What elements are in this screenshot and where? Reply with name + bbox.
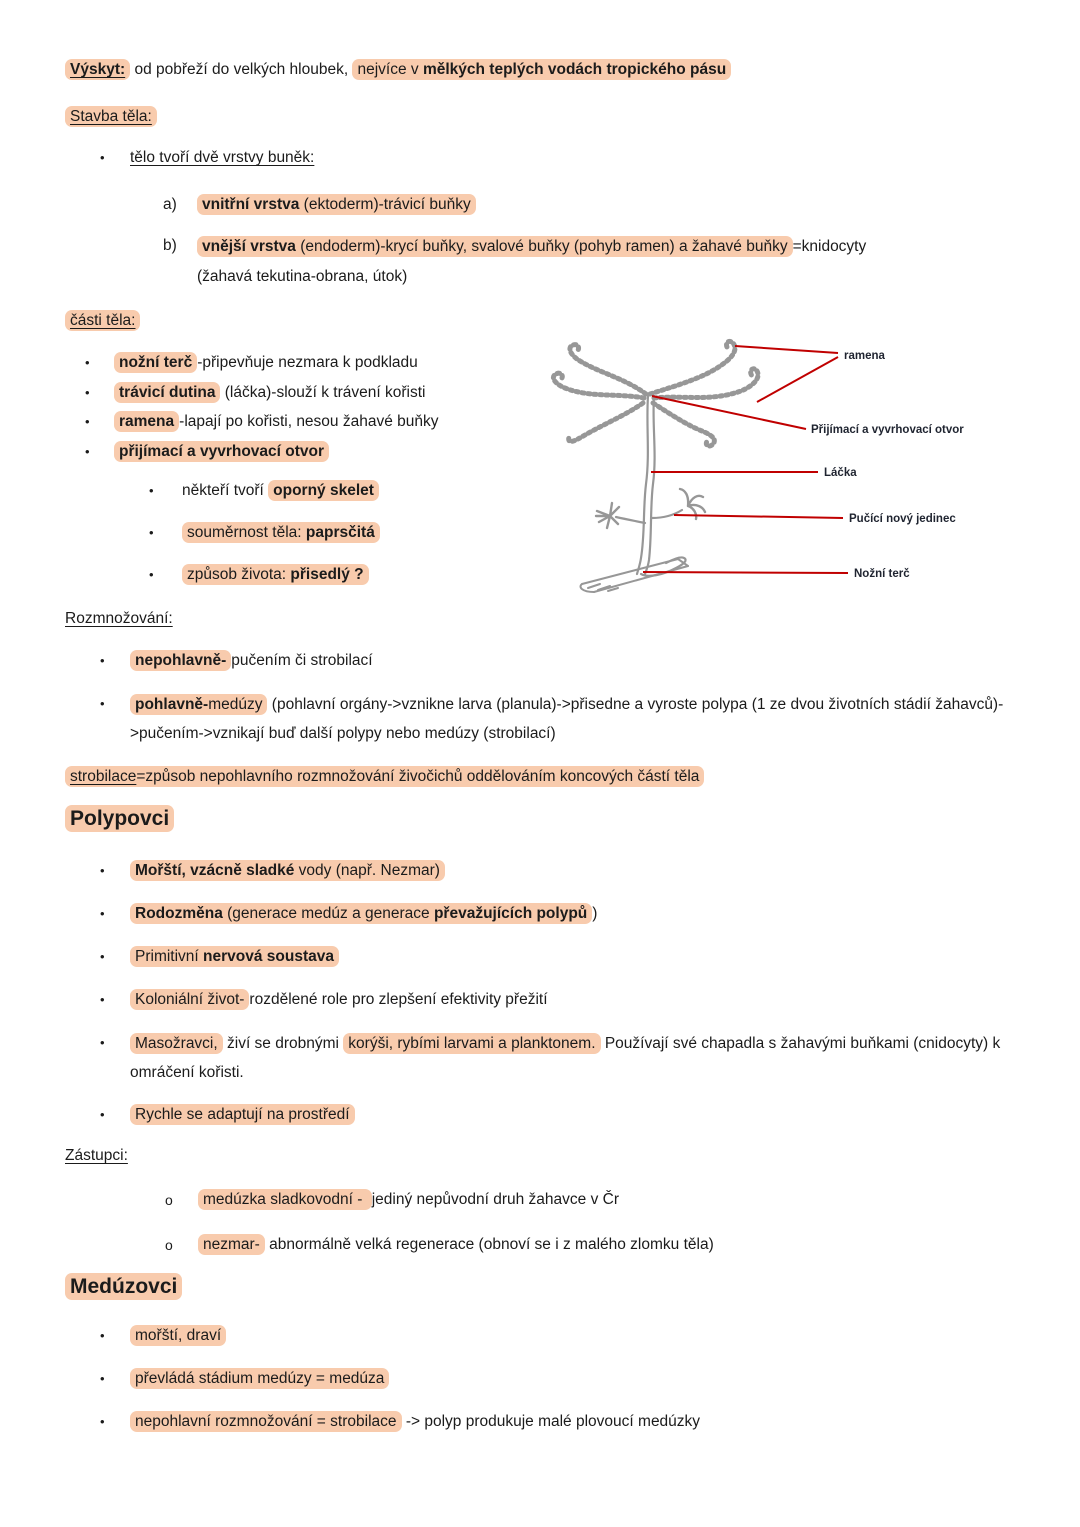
label-ramena: ramena bbox=[844, 350, 885, 362]
zastupci-i2-highlight: nezmar- bbox=[198, 1234, 265, 1255]
parts-sub1-plain: někteří tvoří bbox=[182, 482, 269, 499]
list-marker-b: b) bbox=[163, 237, 177, 254]
polypovci-i2-bold2: převažujících polypů bbox=[433, 905, 588, 922]
bullet-icon: • bbox=[100, 653, 105, 668]
occurrence-line bbox=[65, 56, 1020, 84]
bullet-icon: • bbox=[149, 483, 154, 498]
parts-item1-term: nožní terč bbox=[114, 352, 197, 373]
layer-item-b bbox=[65, 232, 980, 292]
bullet-icon: • bbox=[100, 150, 105, 165]
occurrence-highlight bbox=[352, 59, 731, 80]
bullet-icon: • bbox=[85, 355, 90, 370]
structure-intro-text: tělo tvoří dvě vrstvy buněk: bbox=[130, 149, 315, 166]
bullet-icon: • bbox=[100, 992, 105, 1007]
zastupci-item-meduzka bbox=[65, 1186, 1020, 1214]
polypovci-i5-rest: Používají své chapadla s žahavými buňkami (cnidocyty) k omráčení kořisti. bbox=[130, 1035, 1001, 1081]
polypovci-i1-highlight bbox=[130, 860, 445, 881]
bullet-icon: • bbox=[149, 567, 154, 582]
parts-item1-rest: -připevňuje nezmara k podkladu bbox=[197, 354, 418, 371]
layer-a-highlight bbox=[197, 194, 476, 215]
parts-item2-term: trávicí dutina bbox=[114, 382, 220, 403]
meduzovci-item-stage bbox=[65, 1365, 1020, 1393]
reproduction-item-sexual bbox=[65, 690, 1040, 748]
leader-lines bbox=[643, 346, 848, 573]
hydra-diagram bbox=[538, 332, 1000, 602]
leader-line-terc bbox=[643, 572, 848, 573]
zastupci-i1-rest: jediný nepůvodní druh žahavce v Čr bbox=[371, 1191, 619, 1208]
polypovci-i4-highlight: Koloniální život- bbox=[130, 989, 249, 1010]
reproduction-heading-line bbox=[65, 605, 1020, 633]
parts-item4-term: přijímací a vyvrhovací otvor bbox=[114, 441, 329, 462]
polypovci-i3-highlight bbox=[130, 946, 339, 967]
bullet-icon: • bbox=[100, 696, 105, 711]
strobilace-term: strobilace bbox=[70, 768, 137, 785]
parts-sub2-bold: paprsčitá bbox=[305, 524, 375, 541]
polypovci-heading: Polypovci bbox=[65, 805, 174, 832]
parts-item3-term: ramena bbox=[114, 411, 179, 432]
bullet-icon: • bbox=[85, 443, 90, 459]
polypovci-item-nervous-system bbox=[65, 943, 1020, 971]
polypovci-i6-highlight: Rychle se adaptují na prostředí bbox=[130, 1104, 355, 1125]
parts-sub2-highlight bbox=[182, 522, 380, 543]
leader-line-pucici bbox=[674, 515, 843, 518]
polypovci-i4-rest: rozdělené role pro zlepšení efektivity přežití bbox=[249, 991, 548, 1008]
bullet-icon: • bbox=[100, 1371, 105, 1386]
meduzovci-i3-highlight: nepohlavní rozmnožování = strobilace bbox=[130, 1411, 402, 1432]
label-pucici-jedinec: Pučící nový jedinec bbox=[849, 513, 956, 525]
structure-heading: Stavba těla: bbox=[65, 106, 157, 127]
bullet-icon: • bbox=[100, 863, 105, 878]
meduzovci-i2-highlight: převládá stádium medúzy = medúza bbox=[130, 1368, 389, 1389]
label-nozni-terc: Nožní terč bbox=[854, 568, 910, 580]
bullet-icon: • bbox=[100, 906, 105, 921]
occurrence-hl-plain: nejvíce v bbox=[357, 61, 423, 78]
polypovci-i2-highlight bbox=[130, 903, 592, 924]
zastupci-i1-highlight: medúzka sladkovodní - bbox=[198, 1189, 372, 1210]
leader-line-otvor bbox=[652, 396, 806, 429]
meduzovci-heading: Medúzovci bbox=[65, 1273, 182, 1300]
parts-heading-line bbox=[65, 307, 1020, 335]
strobilace-note bbox=[65, 763, 1020, 791]
leader-line-ramena-1 bbox=[735, 346, 838, 353]
polypovci-i5-mid: živí se drobnými bbox=[222, 1035, 344, 1052]
occurrence-plain-text: od pobřeží do velkých hloubek, bbox=[130, 61, 353, 78]
structure-intro-bullet bbox=[65, 144, 1020, 172]
bullet-icon: • bbox=[149, 525, 154, 540]
layer-b-highlight bbox=[197, 236, 793, 257]
asexual-rest: pučením či strobilací bbox=[231, 652, 373, 669]
occurrence-hl-bold: mělkých teplých vodách tropického pásu bbox=[422, 61, 727, 78]
polypovci-heading-line bbox=[65, 804, 1020, 835]
strobilace-highlight bbox=[65, 766, 704, 787]
polypovci-i1-bold: Mořští, vzácně sladké bbox=[135, 862, 295, 879]
polypovci-i3-plain: Primitivní bbox=[135, 948, 204, 965]
layer-b-bold: vnější vrstva bbox=[202, 238, 296, 255]
polypovci-i5-highlight1: Masožravci, bbox=[130, 1033, 223, 1054]
parts-sub3-bold: přisedlý ? bbox=[290, 566, 364, 583]
layer-a-bold: vnitřní vrstva bbox=[202, 196, 300, 213]
structure-heading-line bbox=[65, 103, 1020, 131]
list-marker-a: a) bbox=[163, 196, 177, 213]
parts-heading: části těla: bbox=[65, 310, 140, 331]
meduzovci-item-marine bbox=[65, 1322, 1020, 1350]
circle-bullet-icon: o bbox=[165, 1192, 173, 1208]
polypovci-i2-mid: (generace medúz a generace bbox=[222, 905, 434, 922]
parts-sub1-bold: oporný skelet bbox=[268, 480, 379, 501]
sexual-highlight bbox=[130, 694, 267, 715]
sexual-hl-rest: medúzy bbox=[208, 696, 263, 713]
polypovci-item-adaptation bbox=[65, 1101, 1020, 1129]
parts-sub3-highlight bbox=[182, 564, 369, 585]
bullet-icon: • bbox=[100, 1414, 105, 1429]
parts-item3-rest: -lapají po kořisti, nesou žahavé buňky bbox=[179, 413, 439, 430]
hydra-figure bbox=[538, 332, 1000, 602]
sexual-rest: (pohlavní orgány->vznikne larva (planula)->přisedne a vyroste polypa (1 ze dvou životních stádií žahavců)->pučením->vznikají buď další polypy nebo medúzy (strobilací) bbox=[130, 696, 1004, 742]
hydra-sketch bbox=[553, 341, 758, 592]
strobilace-rest: =způsob nepohlavního rozmnožování živočichů oddělováním koncových částí těla bbox=[136, 768, 700, 785]
polypovci-i2-tail: ) bbox=[592, 905, 598, 922]
reproduction-heading: Rozmnožování: bbox=[65, 610, 173, 627]
polypovci-item-rodozmena bbox=[65, 900, 1020, 928]
polypovci-item-habitat bbox=[65, 857, 1020, 885]
bullet-icon: • bbox=[85, 384, 90, 400]
meduzovci-i3-rest: -> polyp produkuje malé plovoucí medúzky bbox=[401, 1413, 701, 1430]
zastupci-heading-line bbox=[65, 1142, 1020, 1170]
layer-b-line2: (žahavá tekutina-obrana, útok) bbox=[197, 268, 408, 285]
figure-labels bbox=[811, 350, 964, 580]
meduzovci-i1-highlight: mořští, draví bbox=[130, 1325, 226, 1346]
parts-sub3-plain: způsob života: bbox=[187, 566, 291, 583]
leader-line-ramena-2 bbox=[757, 357, 838, 402]
label-prijimaci-otvor: Přijímací a vyvrhovací otvor bbox=[811, 424, 964, 436]
bullet-icon: • bbox=[100, 1107, 105, 1122]
bullet-icon: • bbox=[100, 949, 105, 964]
polypovci-item-colonial bbox=[65, 986, 1020, 1014]
parts-sub2-plain: souměrnost těla: bbox=[187, 524, 306, 541]
zastupci-heading: Zástupci: bbox=[65, 1147, 128, 1164]
reproduction-item-asexual bbox=[65, 647, 1020, 675]
polypovci-i2-bold1: Rodozměna bbox=[135, 905, 223, 922]
polypovci-item-carnivores bbox=[65, 1029, 1050, 1087]
bullet-icon: • bbox=[100, 1035, 105, 1050]
meduzovci-item-strobilace bbox=[65, 1408, 1020, 1436]
circle-bullet-icon: o bbox=[165, 1237, 173, 1253]
asexual-term: nepohlavně- bbox=[130, 650, 231, 671]
bullet-icon: • bbox=[100, 1328, 105, 1343]
layer-item-a bbox=[65, 191, 1020, 219]
layer-b-rest: (endoderm)-krycí buňky, svalové buňky (pohyb ramen) a žahavé buňky bbox=[295, 238, 788, 255]
polypovci-i3-bold: nervová soustava bbox=[203, 948, 335, 965]
label-lacka: Láčka bbox=[824, 467, 857, 479]
polypovci-i5-highlight2: korýši, rybími larvami a planktonem. bbox=[343, 1033, 600, 1054]
bullet-icon: • bbox=[85, 414, 90, 429]
layer-a-rest: (ektoderm)-trávicí buňky bbox=[299, 196, 471, 213]
zastupci-item-nezmar bbox=[65, 1231, 1020, 1259]
sexual-term: pohlavně- bbox=[135, 696, 209, 713]
occurrence-label: Výskyt: bbox=[65, 59, 130, 80]
polypovci-i1-rest: vody (např. Nezmar) bbox=[294, 862, 440, 879]
zastupci-i2-rest: abnormálně velká regenerace (obnoví se i z malého zlomku těla) bbox=[264, 1236, 714, 1253]
layer-b-tail: =knidocyty bbox=[792, 238, 867, 255]
meduzovci-heading-line bbox=[65, 1272, 1020, 1303]
parts-item2-rest: (láčka)-slouží k trávení kořisti bbox=[220, 383, 426, 401]
